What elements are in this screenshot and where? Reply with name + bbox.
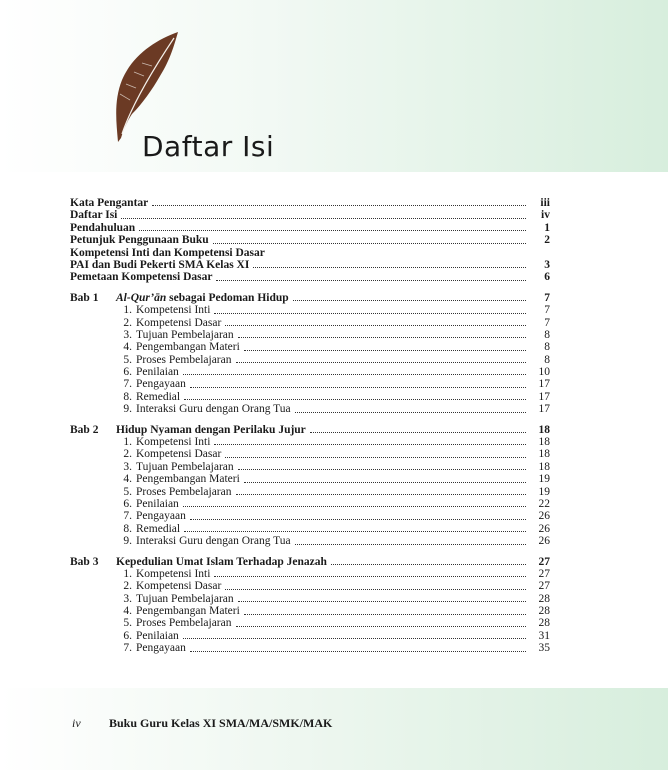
toc-subentry-label-wrap (70, 523, 180, 535)
toc-entry-page: iii (540, 196, 550, 209)
toc-subentry-label: Tujuan Pembelajaran (136, 460, 234, 473)
toc-subentry-label: Pengembangan Materi (136, 473, 240, 486)
toc-subentry-page: 22 (538, 497, 550, 510)
toc-subentry-label: Pengembangan Materi (136, 341, 240, 354)
toc-leader-dots (244, 614, 526, 615)
toc-subentry[interactable] (70, 523, 550, 535)
toc-entry[interactable] (70, 259, 550, 271)
toc-subentry-page: 28 (538, 617, 550, 630)
toc-subentry[interactable] (70, 403, 550, 415)
footer-book-title: Buku Guru Kelas XI SMA/MA/SMK/MAK (109, 716, 333, 730)
toc-subentry-number: 6. (123, 629, 132, 642)
toc-subentry-page: 17 (538, 403, 550, 416)
toc-subentry-label-wrap (70, 605, 240, 617)
toc-subentry-number: 1. (123, 304, 132, 317)
toc-subentry-label: Tujuan Pembelajaran (136, 328, 234, 341)
page-title: Daftar Isi (142, 130, 275, 163)
toc-subentry-label-wrap (70, 366, 179, 378)
toc-chapter-page: 7 (544, 291, 550, 304)
toc-subentry-label: Remedial (136, 522, 181, 535)
toc-subentry-number: 3. (123, 460, 132, 473)
toc-subentry-label-wrap (70, 535, 291, 547)
footer-text (72, 716, 332, 731)
toc-subentry-number: 5. (123, 617, 132, 630)
toc-chapter-title-text: sebagai Pedoman Hidup (166, 291, 289, 304)
toc-chapter-label (70, 292, 289, 304)
toc-subentry-label-wrap (70, 341, 240, 353)
toc-leader-dots (225, 325, 526, 326)
toc-subentry[interactable] (70, 580, 550, 592)
toc-entry-label: Pemetaan Kompetensi Dasar (70, 271, 213, 284)
toc-chapter-title-text: Hidup Nyaman dengan Perilaku Jujur (116, 423, 306, 436)
toc-chapter-number: Bab 2 (70, 423, 99, 436)
toc-subentry-number: 5. (123, 353, 132, 366)
toc-subentry[interactable] (70, 317, 550, 329)
toc-subentry-page: 28 (538, 592, 550, 605)
toc-subentry-label: Kompetensi Dasar (136, 580, 222, 593)
toc-subentry-page: 19 (538, 473, 550, 486)
toc-subentry-number: 2. (123, 316, 132, 329)
toc-subentry-label: Pengayaan (136, 642, 186, 655)
toc-leader-dots (213, 243, 526, 244)
toc-chapter-label (70, 424, 306, 436)
toc-entry-label: Pendahuluan (70, 221, 136, 234)
toc-entry-label: Kompetensi Inti dan Kompetensi Dasar (70, 246, 265, 259)
toc-chapter-number: Bab 3 (70, 555, 99, 568)
toc-subentry[interactable] (70, 630, 550, 642)
toc-chapter-title (116, 292, 289, 304)
toc-subentry-number: 8. (123, 390, 132, 403)
toc-chapter-page: 18 (538, 423, 550, 436)
toc-subentry-page: 35 (538, 642, 550, 655)
toc-subentry[interactable] (70, 535, 550, 547)
toc-subentry-label-wrap (70, 304, 210, 316)
toc-subentry[interactable] (70, 378, 550, 390)
toc-subentry-label-wrap (70, 617, 232, 629)
toc-subentry-label: Proses Pembelajaran (136, 353, 232, 366)
toc-leader-dots (295, 412, 526, 413)
toc-subentry-label: Kompetensi Inti (136, 304, 211, 317)
toc-leader-dots (184, 531, 526, 532)
toc-subentry-page: 7 (544, 316, 550, 329)
toc-leader-dots (293, 300, 526, 301)
toc-leader-dots (331, 564, 526, 565)
toc-leader-dots (253, 267, 526, 268)
toc-subentry-page: 19 (538, 485, 550, 498)
toc-subentry-label: Kompetensi Dasar (136, 316, 222, 329)
toc-leader-dots (236, 362, 527, 363)
toc-leader-dots (236, 494, 527, 495)
toc-subentry[interactable] (70, 391, 550, 403)
toc-entry-page: 1 (544, 221, 550, 234)
table-of-contents (70, 197, 550, 655)
toc-subentry-page: 17 (538, 390, 550, 403)
toc-entry-page: iv (541, 209, 550, 222)
toc-chapter-title (116, 556, 327, 568)
toc-subentry-page: 18 (538, 436, 550, 449)
toc-chapter-heading[interactable] (70, 292, 550, 304)
toc-subentry-number: 9. (123, 403, 132, 416)
toc-subentry-page: 26 (538, 510, 550, 523)
toc-subentry-label-wrap (70, 403, 291, 415)
toc-leader-dots (236, 626, 527, 627)
toc-chapter-title-text: Kepedulian Umat Islam Terhadap Jenazah (116, 555, 327, 568)
toc-chapter-page: 27 (538, 555, 550, 568)
toc-subentry-label: Penilaian (136, 497, 179, 510)
toc-subentry-number: 4. (123, 473, 132, 486)
toc-subentry[interactable] (70, 510, 550, 522)
toc-chapter-number: Bab 1 (70, 291, 99, 304)
toc-leader-dots (139, 230, 526, 231)
toc-leader-dots (190, 519, 526, 520)
toc-subentry[interactable] (70, 461, 550, 473)
toc-subentry-label-wrap (70, 486, 232, 498)
toc-subentry-page: 26 (538, 535, 550, 548)
toc-chapter-label (70, 556, 327, 568)
toc-subentry[interactable] (70, 436, 550, 448)
toc-subentry-number: 6. (123, 366, 132, 379)
toc-subentry-page: 31 (538, 629, 550, 642)
toc-subentry-number: 1. (123, 436, 132, 449)
toc-subentry-label: Interaksi Guru dengan Orang Tua (136, 403, 291, 416)
toc-subentry[interactable] (70, 618, 550, 630)
toc-subentry-number: 4. (123, 605, 132, 618)
toc-subentry-label: Kompetensi Dasar (136, 448, 222, 461)
toc-leader-dots (238, 337, 526, 338)
toc-subentry[interactable] (70, 605, 550, 617)
toc-leader-dots (121, 218, 526, 219)
toc-subentry-label-wrap (70, 436, 210, 448)
toc-chapter-heading[interactable] (70, 424, 550, 436)
toc-leader-dots (244, 350, 526, 351)
page-header (0, 0, 668, 172)
toc-subentry-label-wrap (70, 510, 186, 522)
toc-subentry-label-wrap (70, 354, 232, 366)
toc-entry-page: 6 (544, 271, 550, 284)
toc-subentry-number: 7. (123, 642, 132, 655)
toc-subentry-label-wrap (70, 378, 186, 390)
toc-subentry-number: 4. (123, 341, 132, 354)
toc-entry[interactable] (70, 234, 550, 246)
toc-entry-page: 3 (544, 258, 550, 271)
toc-subentry-page: 27 (538, 567, 550, 580)
toc-leader-dots (216, 280, 526, 281)
toc-entry-label: Petunjuk Penggunaan Buku (70, 234, 209, 247)
toc-entry-page: 2 (544, 234, 550, 247)
toc-subentry-label-wrap (70, 391, 180, 403)
toc-subentry-number: 7. (123, 378, 132, 391)
toc-subentry-label: Pengembangan Materi (136, 605, 240, 618)
toc-subentry-label-wrap (70, 461, 234, 473)
toc-subentry[interactable] (70, 498, 550, 510)
toc-leader-dots (238, 469, 526, 470)
toc-leader-dots (214, 313, 526, 314)
toc-entry[interactable] (70, 247, 550, 259)
toc-entry-label: PAI dan Budi Pekerti SMA Kelas XI (70, 258, 250, 271)
toc-leader-dots (184, 399, 526, 400)
toc-leader-dots (238, 601, 526, 602)
toc-subentry-label: Pengayaan (136, 510, 186, 523)
toc-subentry[interactable] (70, 486, 550, 498)
toc-subentry-number: 2. (123, 580, 132, 593)
toc-subentry-label-wrap (70, 580, 221, 592)
toc-leader-dots (225, 589, 526, 590)
toc-chapter-title-italic: Al-Qur’ān (116, 291, 167, 304)
toc-subentry-page: 18 (538, 460, 550, 473)
toc-subentry[interactable] (70, 354, 550, 366)
toc-subentry[interactable] (70, 329, 550, 341)
toc-leader-dots (183, 374, 526, 375)
toc-subentry-page: 8 (544, 328, 550, 341)
toc-subentry-page: 28 (538, 605, 550, 618)
quill-icon (100, 30, 190, 145)
toc-subentry-number: 1. (123, 567, 132, 580)
toc-subentry-number: 7. (123, 510, 132, 523)
toc-subentry-page: 7 (544, 304, 550, 317)
toc-leader-dots (310, 432, 526, 433)
toc-subentry[interactable] (70, 448, 550, 460)
toc-subentry[interactable] (70, 642, 550, 654)
toc-subentry-page: 8 (544, 353, 550, 366)
toc-leader-dots (152, 205, 526, 206)
toc-subentry-page: 27 (538, 580, 550, 593)
toc-entry[interactable] (70, 197, 550, 209)
toc-subentry-label: Proses Pembelajaran (136, 485, 232, 498)
toc-chapter-title (116, 424, 306, 436)
toc-subentry-label: Remedial (136, 390, 181, 403)
toc-entry-label: Kata Pengantar (70, 196, 149, 209)
toc-subentry-label-wrap (70, 473, 240, 485)
toc-subentry-page: 17 (538, 378, 550, 391)
toc-subentry-number: 3. (123, 328, 132, 341)
toc-entry[interactable] (70, 209, 550, 221)
toc-subentry-label: Pengayaan (136, 378, 186, 391)
toc-leader-dots (225, 457, 526, 458)
toc-subentry-label: Penilaian (136, 629, 179, 642)
toc-entry[interactable] (70, 222, 550, 234)
toc-subentry-label: Kompetensi Inti (136, 567, 211, 580)
toc-leader-dots (183, 506, 526, 507)
toc-subentry-page: 26 (538, 522, 550, 535)
toc-subentry-number: 2. (123, 448, 132, 461)
toc-subentry[interactable] (70, 568, 550, 580)
toc-subentry-label: Penilaian (136, 366, 179, 379)
toc-subentry-label: Interaksi Guru dengan Orang Tua (136, 535, 291, 548)
toc-subentry[interactable] (70, 341, 550, 353)
toc-subentry-number: 9. (123, 535, 132, 548)
toc-leader-dots (295, 544, 526, 545)
toc-subentry-label-wrap (70, 498, 179, 510)
toc-subentry-number: 5. (123, 485, 132, 498)
toc-subentry-page: 18 (538, 448, 550, 461)
toc-entry-label: Daftar Isi (70, 209, 118, 222)
toc-subentry-label-wrap (70, 593, 234, 605)
toc-leader-dots (244, 482, 526, 483)
toc-leader-dots (214, 444, 526, 445)
toc-subentry[interactable] (70, 593, 550, 605)
toc-leader-dots (190, 387, 526, 388)
toc-subentry-number: 8. (123, 522, 132, 535)
toc-subentry-label-wrap (70, 642, 186, 654)
toc-entry[interactable] (70, 271, 550, 283)
toc-subentry[interactable] (70, 366, 550, 378)
toc-subentry-label-wrap (70, 329, 234, 341)
toc-subentry-label-wrap (70, 630, 179, 642)
toc-subentry-page: 10 (538, 366, 550, 379)
toc-subentry-page: 8 (544, 341, 550, 354)
toc-subentry[interactable] (70, 473, 550, 485)
toc-subentry-label-wrap (70, 317, 221, 329)
toc-subentry-label: Tujuan Pembelajaran (136, 592, 234, 605)
toc-subentry-label-wrap (70, 448, 221, 460)
toc-chapter-heading[interactable] (70, 556, 550, 568)
toc-leader-dots (190, 651, 526, 652)
toc-subentry-label-wrap (70, 568, 210, 580)
toc-leader-dots (214, 576, 526, 577)
toc-subentry-number: 3. (123, 592, 132, 605)
toc-subentry[interactable] (70, 304, 550, 316)
toc-leader-dots (183, 638, 526, 639)
toc-subentry-label: Proses Pembelajaran (136, 617, 232, 630)
toc-subentry-label: Kompetensi Inti (136, 436, 211, 449)
toc-subentry-number: 6. (123, 497, 132, 510)
footer-page-number: iv (72, 716, 81, 730)
